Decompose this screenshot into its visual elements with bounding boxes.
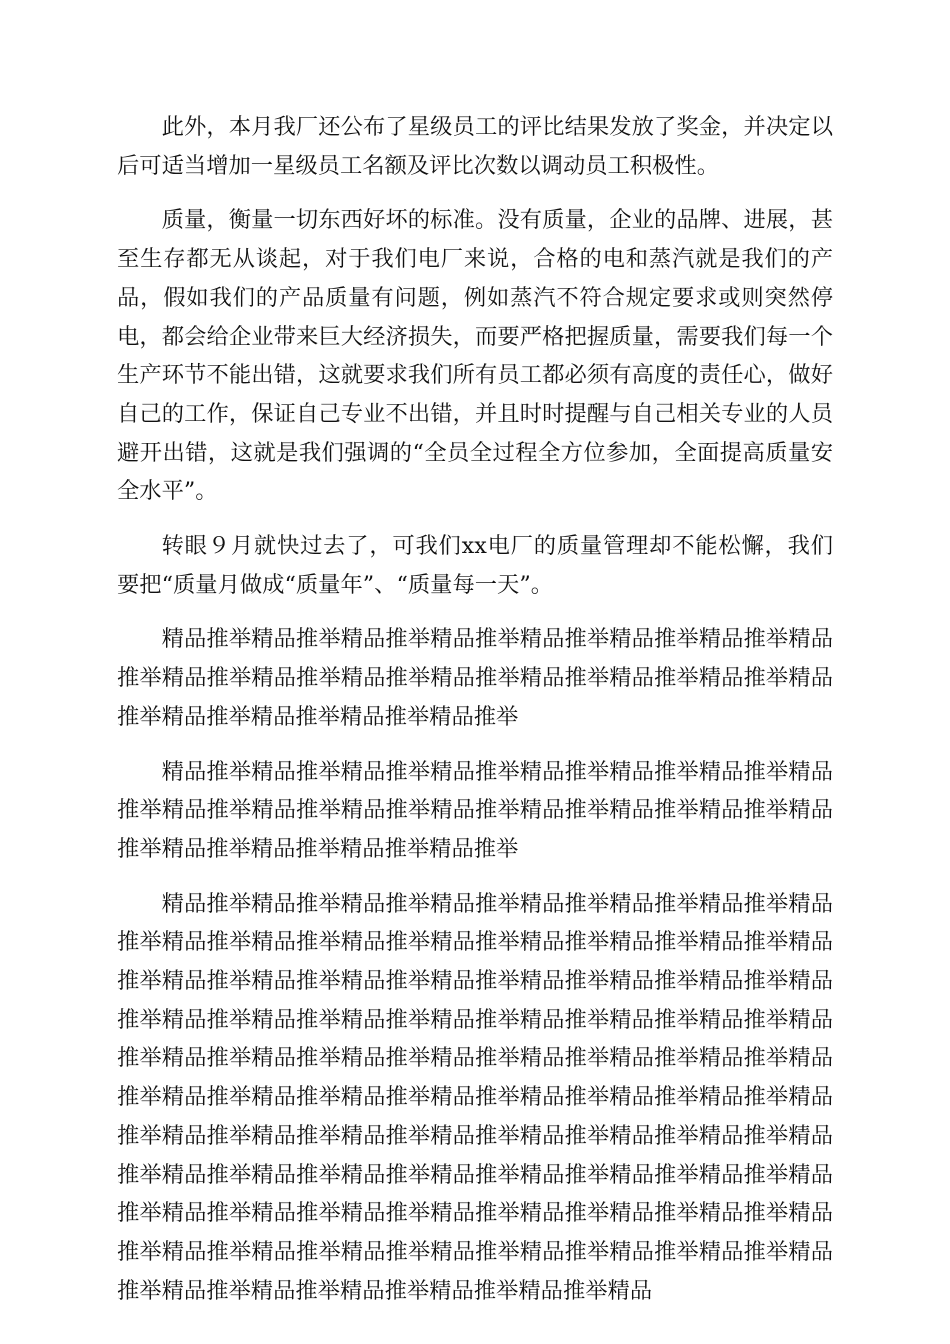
paragraph-quality-month: 转眼９月就快过去了，可我们xx电厂的质量管理却不能松懈，我们要把“质量月做成“质量年”、“质量每一天”。 — [117, 533, 833, 598]
paragraph-recommend-2: 精品推举精品推举精品推举精品推举精品推举精品推举精品推举精品推举精品推举精品推举精品推举精品推举精品推举精品推举精品推举精品推举精品推举精品推举精品推举精品推举 — [117, 758, 833, 862]
paragraph-recommend-1: 精品推举精品推举精品推举精品推举精品推举精品推举精品推举精品推举精品推举精品推举精品推举精品推举精品推举精品推举精品推举精品推举精品推举精品推举精品推举精品推举 — [117, 626, 833, 730]
paragraph-recommend-3: 精品推举精品推举精品推举精品推举精品推举精品推举精品推举精品推举精品推举精品推举精品推举精品推举精品推举精品推举精品推举精品推举精品推举精品推举精品推举精品推举精品推举精品推举精品推举精品推举精品推举精品推举精品推举精品推举精品推举精品推举精品推举精品推举精品推举精品推举精品推举精品推举精品推举精品推举精品推举精品推举精品推举精品推举精品推举精品推举精品推举精品推举精品推举精品推举精品推举精品推举精品推举精品推举精品推举精品推举精品推举精品推举精品推举精品推举精品推举精品推举精品推举精品推举精品推举精品推举精品推举精品推举精品推举精品推举精品推举精品推举精品推举精品推举精品推举精品推举精品推举精品推举精品推举精品推举精品推举精品推举精品推举精品推举精品推举精品推举精品推举精品 — [117, 890, 833, 1304]
document-body — [117, 108, 833, 1326]
paragraph-quality-standard: 质量，衡量一切东西好坏的标准。没有质量，企业的品牌、进展，甚至生存都无从谈起，对于我们电厂来说，合格的电和蒸汽就是我们的产品，假如我们的产品质量有问题，例如蒸汽不符合规定要求或则突然停电，都会给企业带来巨大经济损失，而要严格把握质量，需要我们每一个生产环节不能出错，这就要求我们所有员工都必须有高度的责任心，做好自己的工作，保证自己专业不出错，并且时时提醒与自己相关专业的人员避开出错，这就是我们强调的“全员全过程全方位参加，全面提高质量安全水平”。 — [117, 207, 833, 505]
paragraph-star-employee: 此外，本月我厂还公布了星级员工的评比结果发放了奖金，并决定以后可适当增加一星级员工名额及评比次数以调动员工积极性。 — [117, 114, 833, 179]
